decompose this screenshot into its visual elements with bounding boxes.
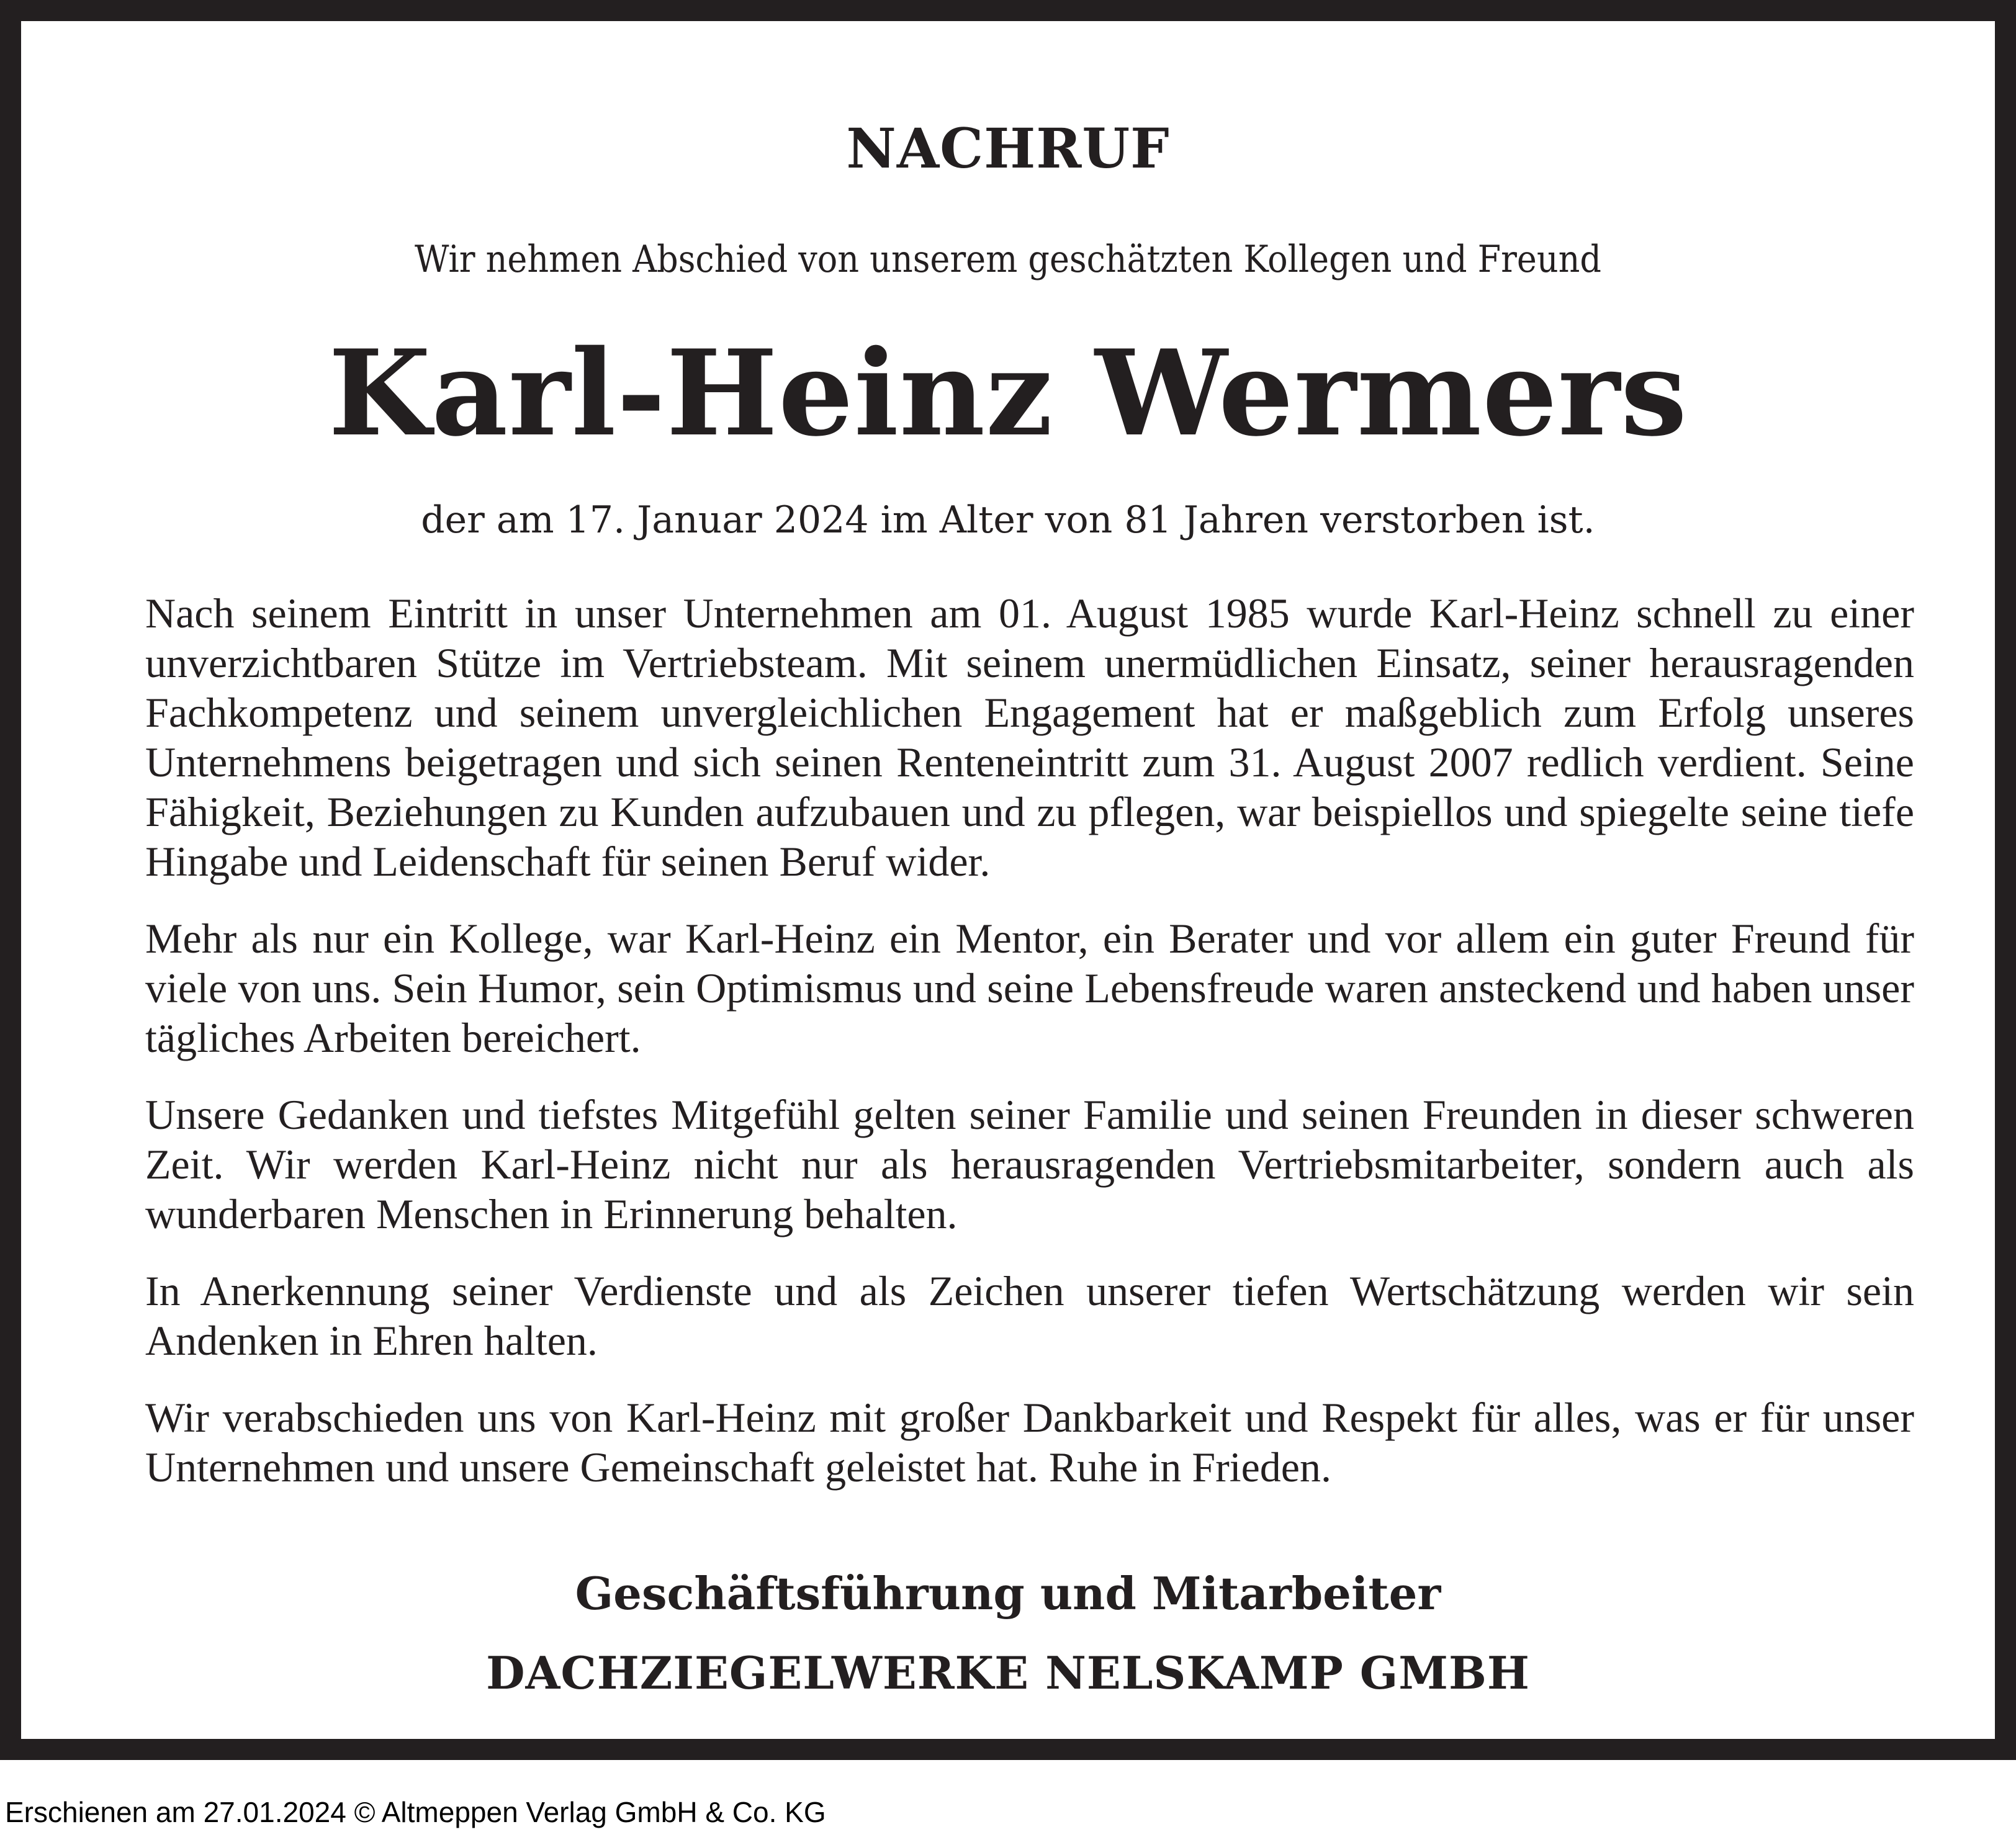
intro-line: Wir nehmen Abschied von unserem geschätzten Kollegen und Freund bbox=[415, 238, 1601, 281]
obituary-body bbox=[145, 588, 1914, 1519]
body-paragraph-farewell: Wir verabschieden uns von Karl-Heinz mit großer Dankbarkeit und Respekt für alles, was er für unser Unternehmen und unsere Gemeinschaft geleistet hat. Ruhe in Frieden. bbox=[145, 1394, 1914, 1491]
death-date-line: der am 17. Januar 2024 im Alter von 81 Jahren verstorben ist. bbox=[421, 498, 1595, 542]
body-paragraph-remembrance: In Anerkennung seiner Verdienste und als Zeichen unserer tiefen Wertschätzung werden wir sein Andenken in Ehren halten. bbox=[145, 1267, 1914, 1364]
signoff-company: DACHZIEGELWERKE NELSKAMP GMBH bbox=[486, 1646, 1530, 1699]
signoff-management: Geschäftsführung und Mitarbeiter bbox=[575, 1567, 1441, 1620]
body-paragraph-career: Nach seinem Eintritt in unser Unternehmen am 01. August 1985 wurde Karl-Heinz schnell zu einer unverzichtbaren Stütze im Vertriebsteam. Mit seinem unermüdlichen Einsatz, seiner herausragenden Fachkompetenz und seinem unvergleichlichen Engagement hat er maßgeblich zum Erfolg unseres Unternehmens beigetragen und sich seinen Renteneintritt zum 31. August 2007 redlich verdient. Seine Fähigkeit, Beziehungen zu Kunden aufzubauen und zu pflegen, war beispiellos und spiegelte seine tiefe Hingabe und Leidenschaft für seinen Beruf wider. bbox=[145, 590, 1914, 885]
obituary-heading: NACHRUF bbox=[846, 116, 1170, 181]
deceased-name: Karl-Heinz Wermers bbox=[328, 324, 1688, 462]
body-paragraph-friendship: Mehr als nur ein Kollege, war Karl-Heinz ein Mentor, ein Berater und vor allem ein guter Freund für viele von uns. Sein Humor, sein Optimismus und seine Lebensfreude waren ansteckend und haben unser tägliches Arbeiten bereichert. bbox=[145, 915, 1914, 1061]
publication-footer: Erschienen am 27.01.2024 © Altmeppen Verlag GmbH & Co. KG bbox=[5, 1796, 826, 1828]
body-paragraph-condolences: Unsere Gedanken und tiefstes Mitgefühl gelten seiner Familie und seinen Freunden in dieser schweren Zeit. Wir werden Karl-Heinz nicht nur als herausragenden Vertriebsmitarbeiter, sondern auch als wunderbaren Menschen in Erinnerung behalten. bbox=[145, 1091, 1914, 1237]
